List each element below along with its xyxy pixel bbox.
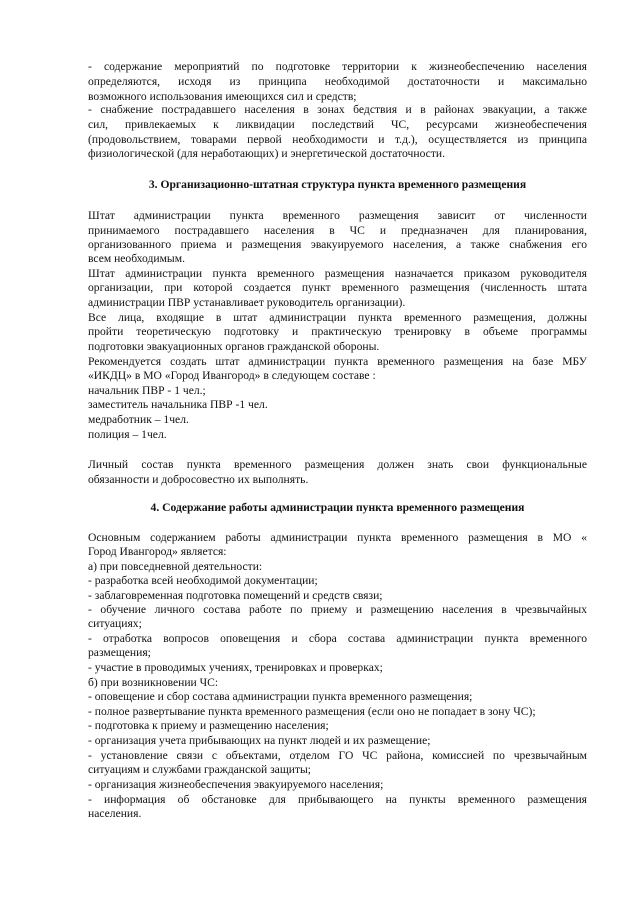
list-item: - установление связи с объектами, отделом ГО ЧС района, комиссией по чрезвычайным [88, 749, 587, 762]
text-line: сил, привлекаемых к ликвидации последствий ЧС, ресурсами жизнеобеспечения [88, 118, 587, 131]
section-heading: 3. Организационно-штатная структура пункта временного размещения [148, 178, 527, 191]
list-heading: б) при возникновении ЧС: [88, 676, 219, 689]
list-item: - разработка всей необходимой документации; [88, 574, 318, 587]
list-item: - участие в проводимых учениях, тренировках и проверках; [88, 661, 383, 674]
text-line: Все лица, входящие в штат администрации пункта временного размещения, должны [88, 311, 587, 324]
text-line: - содержание мероприятий по подготовке территории к жизнеобеспечению населения [88, 60, 587, 73]
list-item: - организация учета прибывающих на пункт людей и их размещение; [88, 734, 431, 747]
text-line: Основным содержанием работы администрации пункта временного размещения в МО « [88, 531, 587, 544]
list-item: - полное развертывание пункта временного размещения (если оно не попадает в зону ЧС); [88, 705, 536, 718]
text-line: организации, при которой создается пункт временного размещения (численность штата [88, 281, 587, 294]
text-line: определяются, исходя из принципа необходимой достаточности и максимально [88, 75, 587, 88]
text-line: обязанности и добросовестно их выполнять. [88, 473, 309, 486]
text-line: Штат администрации пункта временного размещения зависит от численности [88, 209, 587, 222]
text-line: подготовки эвакуационных органов гражданской обороны. [88, 340, 380, 353]
list-item: - информация об обстановке для прибывающего на пункты временного размещения [88, 793, 587, 806]
list-item: населения. [88, 807, 142, 820]
list-item: - обучение личного состава работе по приему и размещению населения в чрезвычайных [88, 603, 587, 616]
text-line: администрации ПВР устанавливает руководитель организации). [88, 296, 406, 309]
list-item: - организация жизнеобеспечения эвакуируемого населения; [88, 778, 384, 791]
section-heading: 4. Содержание работы администрации пункта временного размещения [150, 501, 525, 514]
staff-item: полиция – 1чел. [88, 428, 167, 441]
list-item: - подготовка к приему и размещению населения; [88, 719, 329, 732]
list-item: - отработка вопросов оповещения и сбора состава администрации пункта временного [88, 632, 587, 645]
text-line: пройти теоретическую подготовку и практическую тренировку в объеме программы [88, 325, 587, 338]
list-item: размещения; [88, 646, 151, 659]
text-line: организованного приема и размещения эвакуируемого населения, а также снабжения его [88, 238, 587, 251]
list-item: ситуациях; [88, 617, 142, 630]
text-line: принимаемого пострадавшего населения в ЧС и предназначен для планирования, [88, 224, 587, 237]
list-item: ситуациям и службами гражданской защиты; [88, 763, 312, 776]
text-line: всем необходимым. [88, 252, 185, 265]
text-line: Личный состав пункта временного размещения должен знать свои функциональные [88, 458, 587, 471]
staff-item: начальник ПВР - 1 чел.; [88, 384, 206, 397]
list-item: - оповещение и сбор состава администрации пункта временного размещения; [88, 690, 473, 703]
staff-item: заместитель начальника ПВР -1 чел. [88, 398, 268, 411]
text-line: Рекомендуется создать штат администрации пункта временного размещения на базе МБУ [88, 355, 587, 368]
staff-item: медработник – 1чел. [88, 413, 189, 426]
list-heading: а) при повседневной деятельности: [88, 560, 263, 573]
list-item: - заблаговременная подготовка помещений и средств связи; [88, 589, 383, 602]
text-line: возможного использования имеющихся сил и средств; [88, 90, 357, 103]
text-line: Город Ивангород» является: [88, 545, 227, 558]
text-line: физиологической (для неработающих) и энергетической достаточности. [88, 147, 445, 160]
text-line: (продовольствием, товарами первой необходимости и т.д.), осуществляется из принципа [88, 133, 587, 146]
text-line: Штат администрации пункта временного размещения назначается приказом руководителя [88, 267, 587, 280]
text-line: - снабжение пострадавшего населения в зонах бедствия и в районах эвакуации, а также [88, 103, 587, 116]
text-line: «ИКДЦ» в МО «Город Ивангород» в следующем составе : [88, 369, 376, 382]
